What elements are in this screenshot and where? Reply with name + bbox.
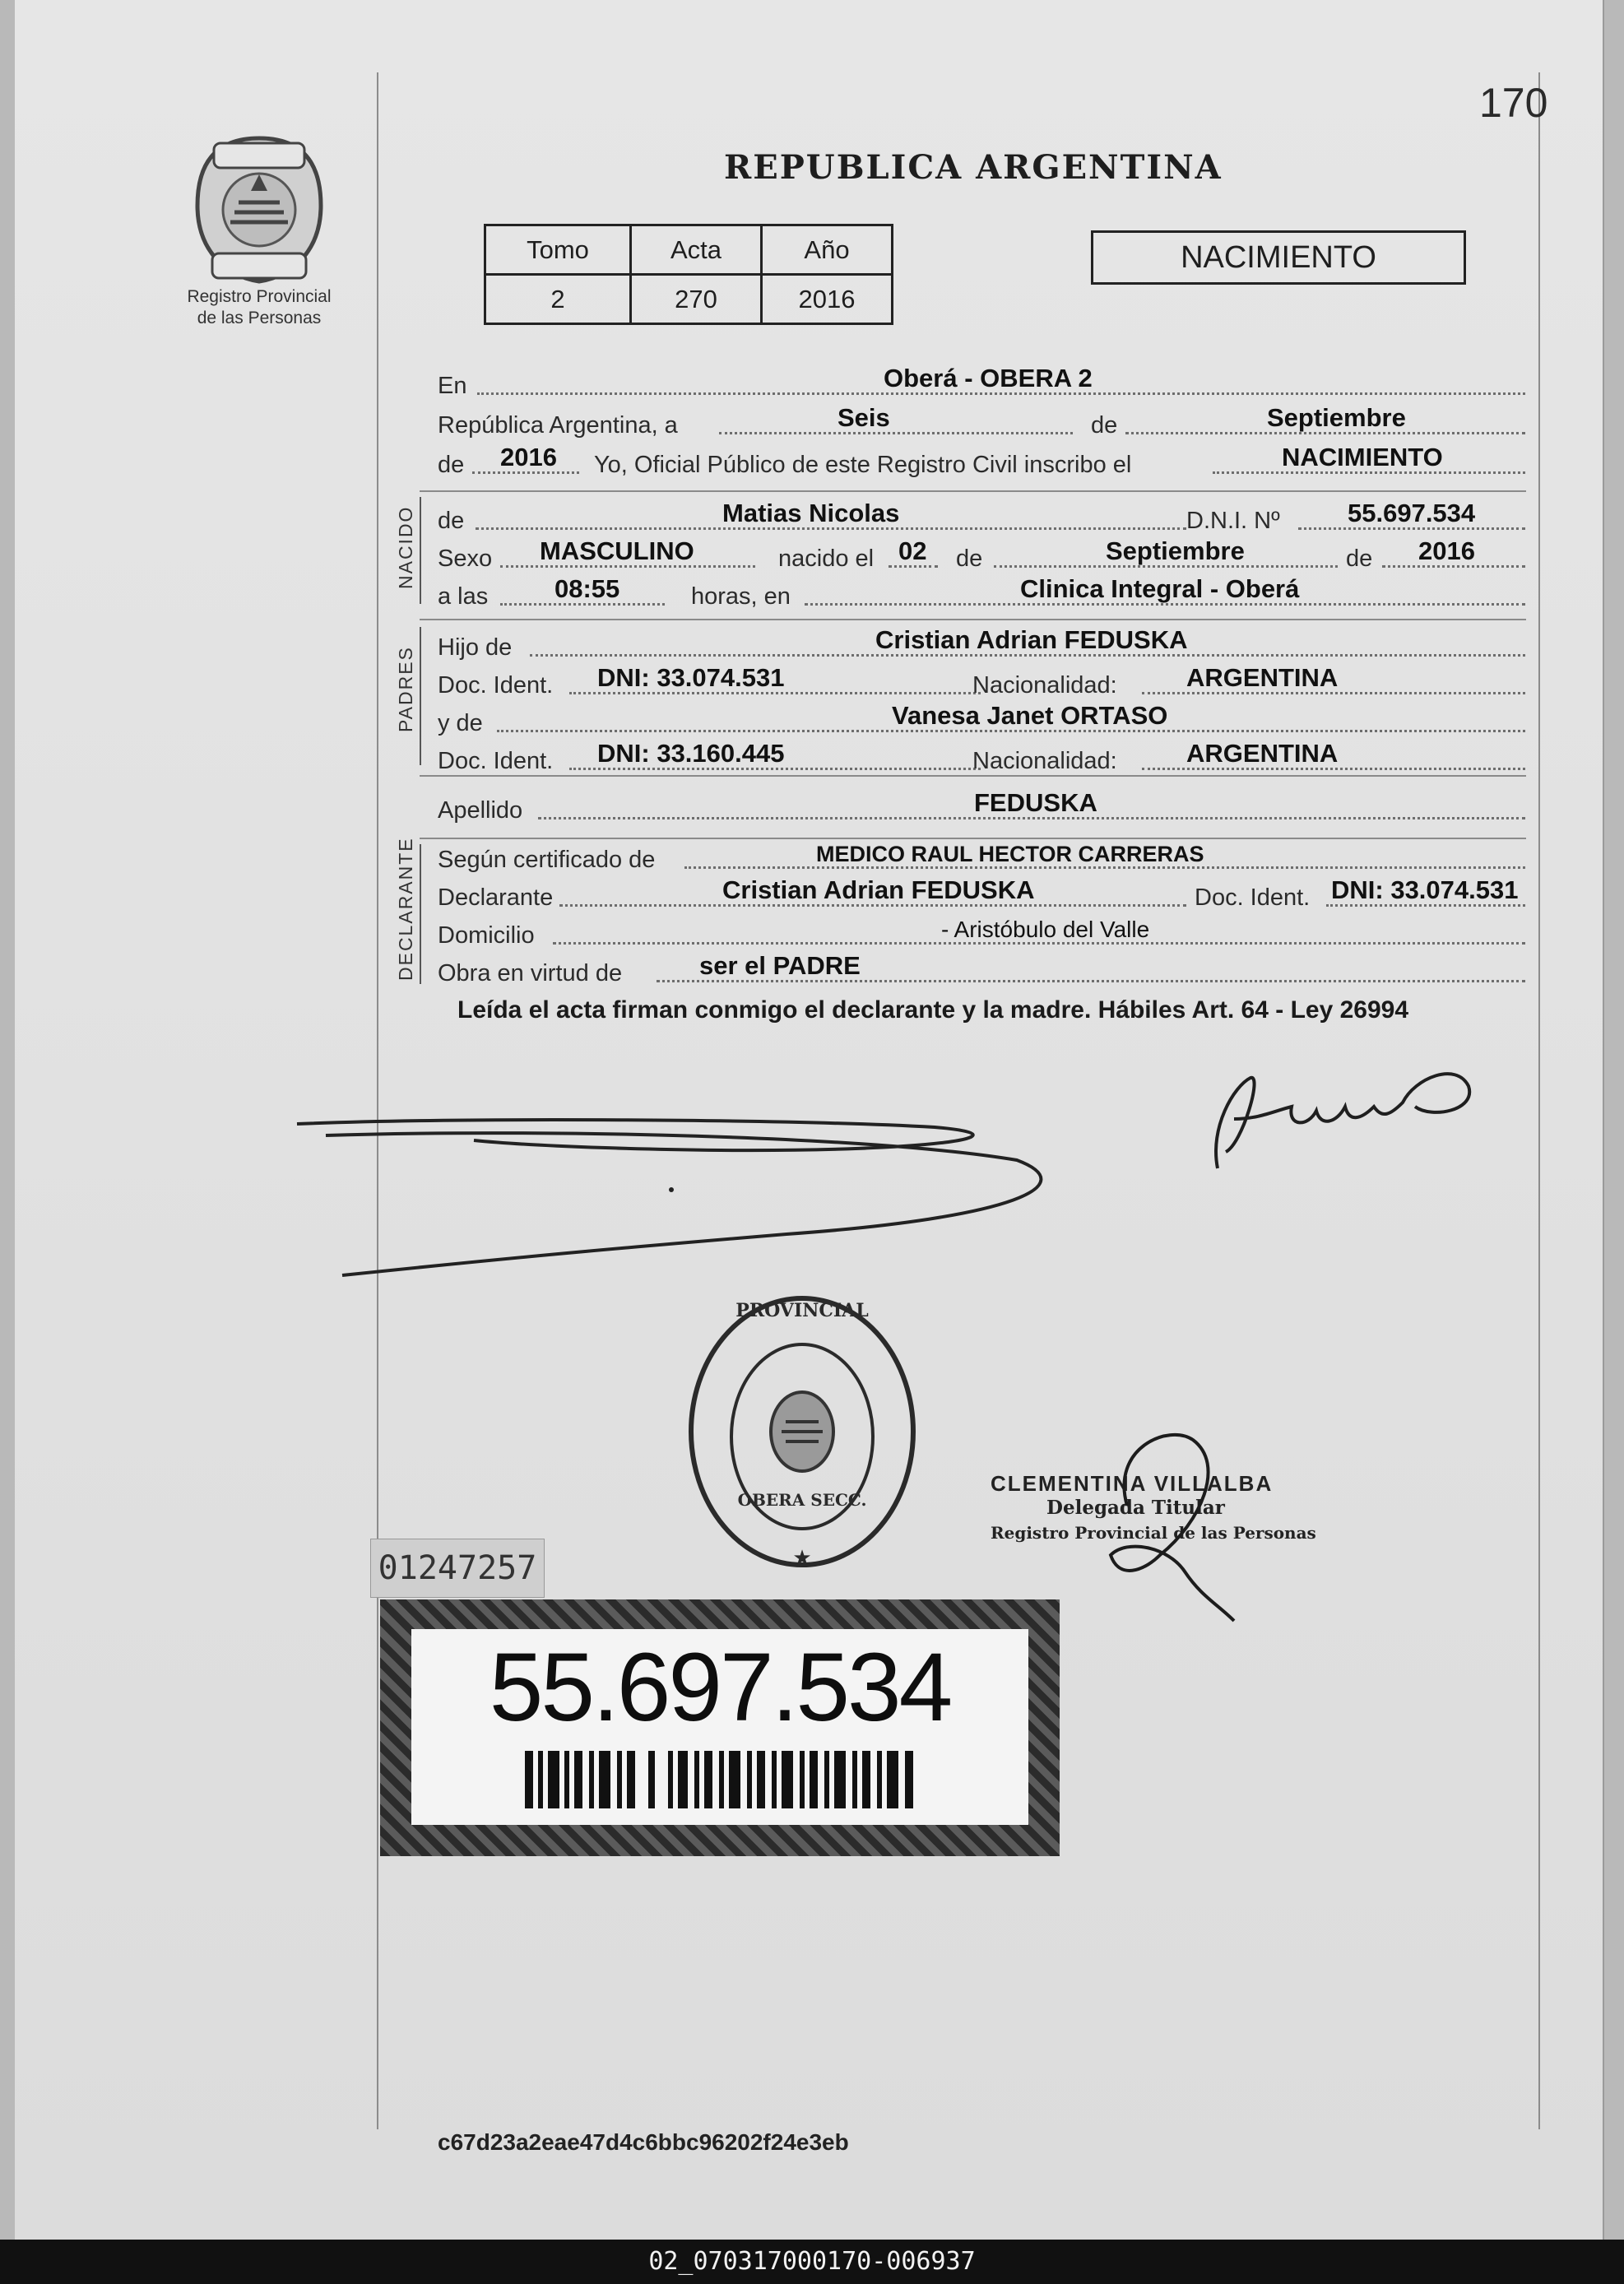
separator xyxy=(420,838,1526,839)
dni-tag-number: 55.697.534 xyxy=(489,1633,951,1742)
label-mother-nat: Nacionalidad: xyxy=(972,748,1117,774)
value-father-doc: DNI: 33.074.531 xyxy=(597,663,785,692)
label-obra: Obra en virtud de xyxy=(438,960,623,986)
row-obra xyxy=(438,951,1525,989)
value-mother-name: Vanesa Janet ORTASO xyxy=(892,701,1168,730)
section-label-nacido: NACIDO xyxy=(395,505,416,589)
label-republica: República Argentina, a xyxy=(438,412,678,439)
row-domicilio xyxy=(438,918,1525,951)
separator xyxy=(420,619,1526,620)
value-domicilio: - Aristóbulo del Valle xyxy=(941,917,1150,942)
page-number: 170 xyxy=(1479,80,1548,126)
value-declarante: Cristian Adrian FEDUSKA xyxy=(722,875,1035,904)
declarante-section-bar xyxy=(420,844,421,984)
register-value-anio: 2016 xyxy=(762,275,893,324)
label-father-doc: Doc. Ident. xyxy=(438,672,554,699)
value-obra: ser el PADRE xyxy=(699,951,861,980)
row-sex-birth xyxy=(438,536,1525,574)
value-birth-place: Clinica Integral - Oberá xyxy=(1020,574,1300,603)
official-office: Registro Provincial de las Personas xyxy=(991,1523,1316,1543)
logo-caption-line2: de las Personas xyxy=(197,309,322,327)
registry-seal xyxy=(683,1284,921,1588)
value-place: Oberá - OBERA 2 xyxy=(884,364,1093,392)
row-year-registry xyxy=(438,443,1525,480)
label-domicilio: Domicilio xyxy=(438,922,535,949)
official-role: Delegada Titular xyxy=(1046,1497,1225,1519)
label-child-de: de xyxy=(438,508,465,534)
value-apellido: FEDUSKA xyxy=(974,788,1097,817)
value-father-nat: ARGENTINA xyxy=(1186,663,1339,692)
value-certificado: MEDICO RAUL HECTOR CARRERAS xyxy=(816,842,1204,866)
section-label-declarante: DECLARANTE xyxy=(395,837,416,981)
separator xyxy=(420,490,1526,492)
label-birth-de: de xyxy=(956,545,983,572)
value-day: Seis xyxy=(838,403,890,432)
value-declarante-doc: DNI: 33.074.531 xyxy=(1331,875,1519,904)
row-mother-doc xyxy=(438,739,1525,777)
document-title: REPUBLICA ARGENTINA xyxy=(724,148,1223,187)
label-declarante: Declarante xyxy=(438,884,554,911)
value-father-name: Cristian Adrian FEDUSKA xyxy=(875,625,1188,654)
label-dni: D.N.I. Nº xyxy=(1186,508,1280,534)
value-birth-year: 2016 xyxy=(1418,536,1475,565)
official-name: CLEMENTINA VILLALBA xyxy=(991,1471,1274,1496)
row-declarante xyxy=(438,875,1525,913)
label-de: de xyxy=(1091,412,1118,439)
padres-section-bar xyxy=(420,627,421,765)
closing-statement: Leída el acta firman conmigo el declarante y la madre. Hábiles Art. 64 - Ley 26994 xyxy=(457,996,1409,1024)
section-label-padres: PADRES xyxy=(395,646,416,732)
left-margin-line xyxy=(377,72,378,2129)
act-type-box: NACIMIENTO xyxy=(1091,230,1466,285)
value-act: NACIMIENTO xyxy=(1282,443,1443,471)
register-value-acta: 270 xyxy=(631,275,762,324)
value-month: Septiembre xyxy=(1267,403,1406,432)
label-sexo: Sexo xyxy=(438,545,493,572)
value-year: 2016 xyxy=(500,443,557,471)
register-header-tomo: Tomo xyxy=(485,225,631,275)
svg-text:PROVINCIAL: PROVINCIAL xyxy=(735,1300,869,1321)
right-margin-line xyxy=(1538,72,1540,2129)
registrar-signature xyxy=(1185,1028,1481,1177)
value-sexo: MASCULINO xyxy=(540,536,694,565)
label-hijo-de: Hijo de xyxy=(438,634,513,661)
value-birth-month: Septiembre xyxy=(1106,536,1245,565)
row-father-doc xyxy=(438,663,1525,701)
label-a-las: a las xyxy=(438,583,489,610)
row-en xyxy=(438,364,1525,402)
label-declarante-doc: Doc. Ident. xyxy=(1195,884,1311,911)
label-horas-en: horas, en xyxy=(691,583,791,610)
row-apellido xyxy=(438,788,1525,826)
separator xyxy=(420,775,1526,777)
document-hash: c67d23a2eae47d4c6bbc96202f24e3eb xyxy=(438,2129,849,2155)
value-birth-time: 08:55 xyxy=(554,574,620,603)
label-father-nat: Nacionalidad: xyxy=(972,672,1117,699)
label-birth-de2: de xyxy=(1346,545,1373,572)
footer-code-bar: 02_070317000170-006937 xyxy=(0,2240,1624,2284)
row-mother xyxy=(438,701,1525,739)
row-child-name xyxy=(438,499,1525,536)
register-header-acta: Acta xyxy=(631,225,762,275)
declarant-signature xyxy=(293,1111,1074,1292)
register-table xyxy=(484,224,893,325)
svg-text:OBERA SECC.: OBERA SECC. xyxy=(737,1490,867,1510)
label-year-de: de xyxy=(438,452,465,478)
logo-caption-line1: Registro Provincial xyxy=(187,287,332,306)
value-birth-day: 02 xyxy=(898,536,927,565)
logo-caption xyxy=(156,286,362,329)
value-mother-nat: ARGENTINA xyxy=(1186,739,1339,768)
label-en: En xyxy=(438,373,467,399)
row-time-place xyxy=(438,574,1525,612)
value-child-dni: 55.697.534 xyxy=(1348,499,1476,527)
label-y-de: y de xyxy=(438,710,483,736)
dni-tag-panel xyxy=(411,1629,1028,1825)
row-republica xyxy=(438,403,1525,441)
barcode-icon xyxy=(525,1751,920,1808)
label-apellido: Apellido xyxy=(438,797,523,824)
label-nacido-el: nacido el xyxy=(778,545,875,572)
register-header-anio: Año xyxy=(762,225,893,275)
row-certificate xyxy=(438,843,1525,875)
value-child-name: Matias Nicolas xyxy=(722,499,900,527)
svg-text:★: ★ xyxy=(792,1545,812,1570)
row-father xyxy=(438,625,1525,663)
nacido-section-bar xyxy=(420,497,421,604)
official-signature xyxy=(1094,1415,1259,1629)
register-value-tomo: 2 xyxy=(485,275,631,324)
label-registry-text: Yo, Oficial Público de este Registro Civil inscribo el xyxy=(594,452,1132,478)
sequence-sticker: 01247257 xyxy=(370,1539,545,1598)
label-mother-doc: Doc. Ident. xyxy=(438,748,554,774)
value-mother-doc: DNI: 33.160.445 xyxy=(597,739,785,768)
label-certificado: Según certificado de xyxy=(438,847,656,873)
coat-of-arms-icon xyxy=(173,132,346,288)
dni-tag xyxy=(380,1599,1060,1856)
